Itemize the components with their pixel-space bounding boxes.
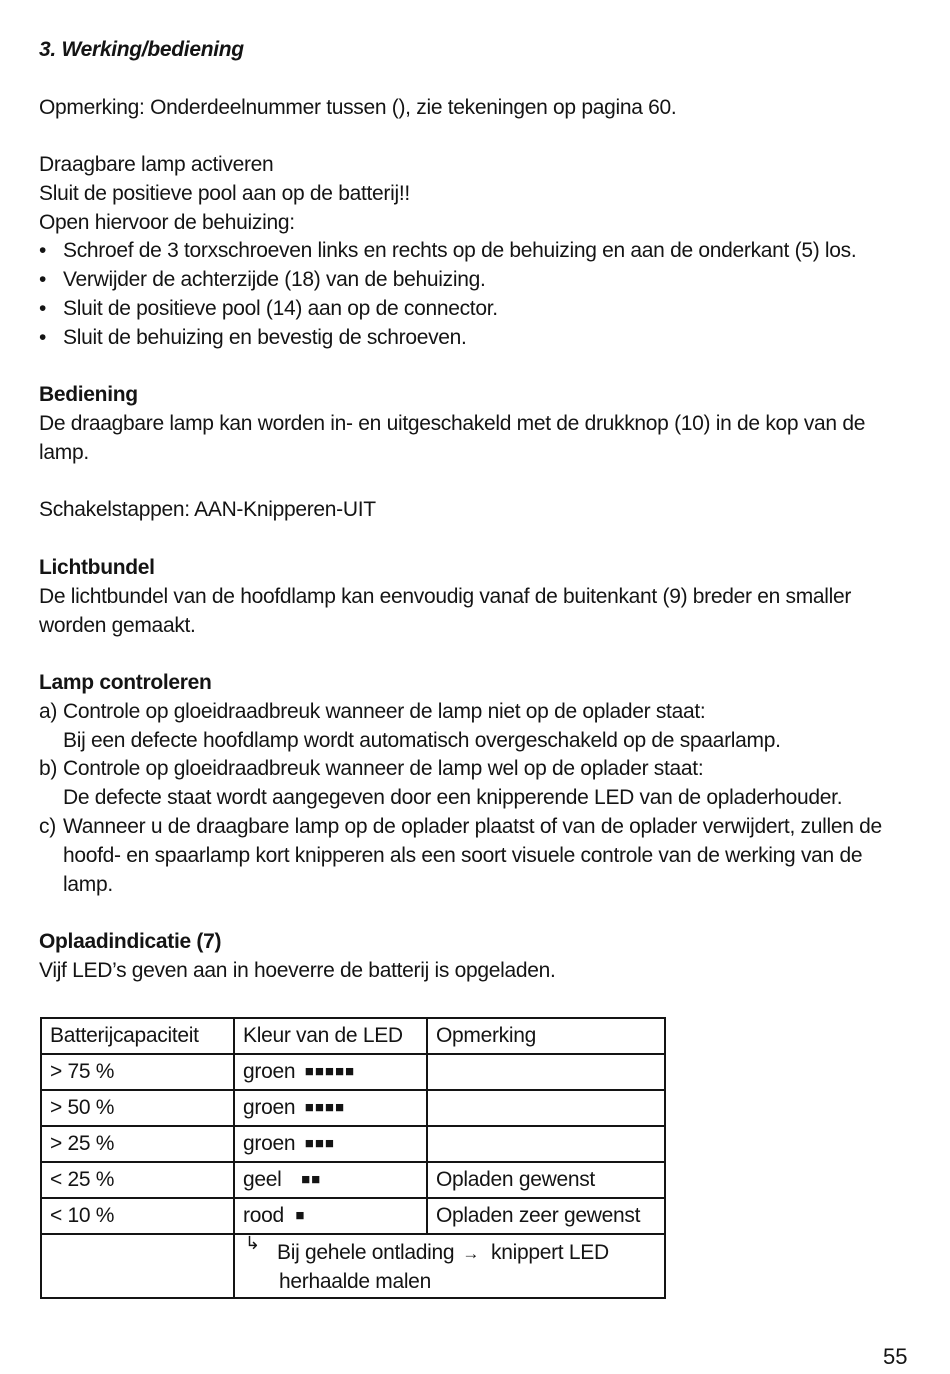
item-text: Bij een defecte hoofdlamp wordt automatisch overgeschakeld op de spaarlamp.	[63, 728, 781, 752]
list-item	[39, 698, 919, 756]
note-text: Opmerking: Onderdeelnummer tussen (), zie tekeningen op pagina 60.	[39, 96, 677, 119]
bediening-heading: Bediening	[39, 383, 138, 406]
switch-steps-text: Schakelstappen: AAN-Knipperen-UIT	[39, 498, 376, 521]
table-header-row	[41, 1018, 665, 1054]
activate-line: Sluit de positieve pool aan op de batterij!!	[39, 181, 410, 205]
led-squares: ■■■■■	[304, 1063, 356, 1080]
lamp-check-heading: Lamp controleren	[39, 671, 212, 694]
footnote-cell	[234, 1234, 665, 1298]
lamp-check-section	[39, 669, 919, 899]
table-row	[41, 1198, 665, 1234]
activate-line: Open hiervoor de behuizing:	[39, 210, 295, 234]
remark-cell	[427, 1054, 665, 1090]
bediening-line: lamp.	[39, 440, 89, 464]
activate-section	[39, 151, 919, 353]
led-table	[40, 1017, 666, 1299]
bullet-mark: •	[39, 296, 47, 320]
color-cell	[234, 1090, 427, 1126]
remark-cell: Opladen zeer gewenst	[427, 1198, 665, 1234]
capacity-cell: > 75 %	[41, 1054, 234, 1090]
table-row	[41, 1090, 665, 1126]
led-squares: ■■■	[304, 1135, 335, 1152]
table-header: Opmerking	[427, 1018, 665, 1054]
list-item	[39, 237, 919, 266]
capacity-cell: > 50 %	[41, 1090, 234, 1126]
color-label: geel	[243, 1168, 282, 1191]
corner-arrow-icon: ↳	[245, 1233, 260, 1253]
bullet-text: Sluit de behuizing en bevestig de schroeven.	[63, 325, 467, 349]
right-arrow-icon: →	[462, 1244, 480, 1263]
footnote-part2: knippert LED	[491, 1241, 609, 1264]
lichtbundel-line: De lichtbundel van de hoofdlamp kan eenvoudig vanaf de buitenkant (9) breder en smaller	[39, 584, 852, 608]
item-text: hoofd- en spaarlamp kort knipperen als een soort visuele controle van de werking van de	[63, 843, 863, 867]
table-row	[41, 1234, 665, 1298]
capacity-cell: < 10 %	[41, 1198, 234, 1234]
color-label: groen	[243, 1060, 296, 1083]
bediening-section	[39, 381, 919, 467]
item-text: Controle op gloeidraadbreuk wanneer de lamp niet op de oplader staat:	[63, 699, 706, 723]
bullet-text: Schroef de 3 torxschroeven links en rechts op de behuizing en aan de onderkant (5) los.	[63, 239, 857, 263]
item-text: lamp.	[63, 872, 113, 896]
color-label: groen	[243, 1096, 296, 1119]
item-text: De defecte staat wordt aangegeven door een knipperende LED van de opladerhouder.	[63, 786, 843, 810]
bullet-mark: •	[39, 239, 47, 263]
led-squares: ■■■■	[304, 1099, 346, 1116]
note-paragraph	[39, 94, 919, 123]
item-mark: a)	[39, 699, 58, 723]
list-item	[39, 295, 919, 324]
remark-cell	[427, 1126, 665, 1162]
list-item	[39, 755, 919, 813]
lichtbundel-heading: Lichtbundel	[39, 556, 155, 579]
remark-cell	[427, 1090, 665, 1126]
color-label: rood	[243, 1204, 284, 1227]
lichtbundel-section	[39, 554, 919, 640]
bullet-text: Sluit de positieve pool (14) aan op de connector.	[63, 296, 498, 320]
footnote-line	[277, 1241, 609, 1265]
color-cell	[234, 1198, 427, 1234]
bullet-mark: •	[39, 325, 47, 349]
color-cell	[234, 1126, 427, 1162]
bediening-line: De draagbare lamp kan worden in- en uitgeschakeld met de drukknop (10) in de kop van de	[39, 411, 866, 435]
activate-heading: Draagbare lamp activeren	[39, 153, 274, 176]
item-mark: c)	[39, 814, 56, 838]
switch-steps	[39, 496, 919, 525]
empty-cell	[41, 1234, 234, 1298]
page-number: 55	[883, 1344, 908, 1369]
charge-heading: Oplaadindicatie (7)	[39, 930, 222, 953]
capacity-cell: < 25 %	[41, 1162, 234, 1198]
table-row	[41, 1054, 665, 1090]
remark-cell: Opladen gewenst	[427, 1162, 665, 1198]
list-item	[39, 266, 919, 295]
color-cell	[234, 1162, 427, 1198]
footnote-line: herhaalde malen	[279, 1270, 431, 1293]
charge-section	[39, 928, 919, 986]
item-text: Controle op gloeidraadbreuk wanneer de lamp wel op de oplader staat:	[63, 757, 704, 781]
item-mark: b)	[39, 757, 58, 781]
table-header: Kleur van de LED	[234, 1018, 427, 1054]
led-squares: ■	[295, 1207, 306, 1224]
led-squares: ■■	[301, 1171, 322, 1188]
lichtbundel-line: worden gemaakt.	[39, 613, 196, 637]
color-cell	[234, 1054, 427, 1090]
bullet-mark: •	[39, 268, 47, 292]
footnote-part1: Bij gehele ontlading	[277, 1241, 455, 1264]
section-title: 3. Werking/bediening	[39, 38, 244, 61]
table-row	[41, 1126, 665, 1162]
color-label: groen	[243, 1132, 296, 1155]
list-item	[39, 324, 919, 353]
charge-text: Vijf LED’s geven aan in hoeverre de batterij is opgeladen.	[39, 958, 556, 982]
table-row	[41, 1162, 665, 1198]
bullet-text: Verwijder de achterzijde (18) van de behuizing.	[63, 268, 486, 292]
item-text: Wanneer u de draagbare lamp op de oplader plaatst of van de oplader verwijdert, zullen de	[63, 814, 882, 838]
capacity-cell: > 25 %	[41, 1126, 234, 1162]
table-header: Batterijcapaciteit	[41, 1018, 234, 1054]
list-item	[39, 813, 919, 899]
